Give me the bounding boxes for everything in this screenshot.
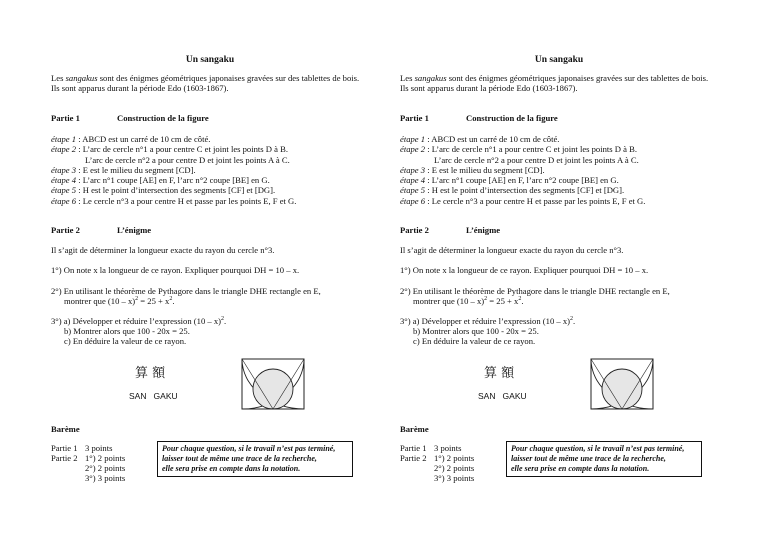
step-text: : E est le milieu du segment [CD].: [76, 164, 196, 175]
question-3a: [400, 316, 575, 326]
step-text: : ABCD est un carré de 10 cm de côté.: [425, 134, 560, 144]
step-row: [400, 165, 645, 175]
intro-italic-word: sangakus: [65, 73, 98, 83]
note-box: [157, 441, 353, 477]
note-line: elle sera prise en compte dans la notation.: [511, 464, 650, 473]
q2-part: .: [521, 296, 524, 306]
note-line: elle sera prise en compte dans la notation.: [162, 464, 301, 473]
step-row: [400, 175, 645, 185]
step-label: étape 6: [400, 195, 426, 206]
step-row: [51, 144, 296, 154]
note-line: Pour chaque question, si le travail n’est pas terminé,: [511, 444, 685, 453]
step-label: étape 6: [51, 195, 77, 206]
step-text: : H est le point d’intersection des segments [CF] et [DG].: [76, 185, 276, 196]
grading-row: [51, 463, 125, 473]
question-3c: c) En déduire la valeur de ce rayon.: [64, 336, 187, 346]
part1-heading: Construction de la figure: [466, 113, 558, 123]
enigma-intro: Il s’agit de déterminer la longueur exacte du rayon du cercle n°3.: [51, 245, 275, 255]
step-text: : L’arc n°1 coupe [AE] en F, l’arc n°2 coupe [BE] en G.: [425, 175, 619, 186]
step-text: : H est le point d’intersection des segments [CF] et [DG].: [425, 185, 625, 196]
intro-italic-word: sangakus: [414, 73, 447, 83]
intro-rest: sont des énigmes géométriques japonaises gravées sur des tablettes de bois. Ils sont apparus durant la période Edo (1603-1867).: [51, 73, 360, 94]
step-label: étape 3: [400, 164, 426, 175]
intro-paragraph: [400, 73, 718, 94]
sangaku-romaji: SAN GAKU: [129, 391, 178, 401]
sangaku-romaji: SAN GAKU: [478, 391, 527, 401]
q2-sup: 2: [135, 296, 139, 303]
worksheet-right: [400, 0, 730, 543]
intro-rest: sont des énigmes géométriques japonaises gravées sur des tablettes de bois. Ils sont apparus durant la période Edo (1603-1867).: [400, 73, 709, 94]
question-2-line2: [413, 296, 523, 306]
q3a-sup: 2: [570, 316, 573, 323]
step-row: [51, 175, 296, 185]
construction-steps: [51, 134, 296, 206]
step-label: étape 4: [400, 175, 426, 186]
q2-sup: 2: [169, 296, 173, 303]
note-box: [506, 441, 702, 477]
step-text: : L’arc n°1 coupe [AE] en F, l’arc n°2 coupe [BE] en G.: [76, 175, 270, 186]
step-label: étape 5: [400, 185, 426, 196]
step-row: [51, 134, 296, 144]
step-row: [400, 134, 645, 144]
step-label: étape 5: [51, 185, 77, 196]
step-text: : ABCD est un carré de 10 cm de côté.: [76, 134, 211, 144]
step-row: [51, 196, 296, 206]
grading-row: [400, 473, 474, 483]
grading-item: 1°) 2 points: [434, 453, 475, 463]
bareme-heading: Barème: [51, 424, 80, 434]
q2-part: montrer que (10 – x): [64, 296, 136, 306]
step-text: : L’arc de cercle n°1 a pour centre C et joint les points D à B.: [76, 144, 288, 155]
step-row: [51, 155, 296, 165]
grading-item: 3 points: [85, 443, 113, 453]
enigma-intro: Il s’agit de déterminer la longueur exacte du rayon du cercle n°3.: [400, 245, 624, 255]
grading-row: [51, 443, 125, 453]
q3a-sup: 2: [221, 316, 224, 323]
q2-part: = 25 + x: [138, 296, 170, 306]
part2-label: Partie 2: [51, 225, 80, 235]
sangaku-figure: [590, 358, 654, 410]
part2-heading: L’énigme: [117, 225, 152, 235]
step-label: étape 4: [51, 175, 77, 186]
sangaku-kanji: 算 額: [484, 366, 515, 381]
grading-part: Partie 1: [400, 443, 427, 453]
grading-part: Partie 2: [51, 453, 78, 463]
worksheet-left: [51, 0, 381, 543]
q2-part: .: [172, 296, 175, 306]
grading-part: Partie 1: [51, 443, 78, 453]
step-text: : Le cercle n°3 a pour centre H et passe par les points E, F et G.: [76, 195, 297, 206]
step-row: [51, 185, 296, 195]
step-text: L’arc de cercle n°2 a pour centre D et joint les points A à C.: [85, 154, 290, 165]
question-3b: b) Montrer alors que 100 - 20x = 25.: [413, 326, 539, 336]
intro-prefix: Les: [400, 73, 415, 83]
q2-sup: 2: [484, 296, 488, 303]
question-2-line1: 2°) En utilisant le théorème de Pythagore dans le triangle DHE rectangle en E,: [400, 286, 670, 296]
question-3b: b) Montrer alors que 100 - 20x = 25.: [64, 326, 190, 336]
grading-item: 1°) 2 points: [85, 453, 126, 463]
step-label: étape 2: [400, 144, 426, 155]
q3a-part: .: [224, 316, 227, 326]
intro-paragraph: [51, 73, 369, 94]
step-row: [51, 165, 296, 175]
grading-row: [51, 453, 125, 463]
sangaku-kanji: 算 額: [135, 366, 166, 381]
question-2-line2: [64, 296, 174, 306]
grading-item: 2°) 2 points: [434, 463, 475, 473]
question-3a: [51, 316, 226, 326]
part1-heading: Construction de la figure: [117, 113, 209, 123]
grading-item: 3 points: [434, 443, 462, 453]
step-text: : Le cercle n°3 a pour centre H et passe par les points E, F et G.: [425, 195, 646, 206]
q2-part: montrer que (10 – x): [413, 296, 485, 306]
worksheet-title: Un sangaku: [185, 55, 235, 65]
grading-row: [51, 473, 125, 483]
grading-part: Partie 2: [400, 453, 427, 463]
grading-item: 3°) 3 points: [85, 473, 126, 483]
step-row: [400, 155, 645, 165]
bareme-heading: Barème: [400, 424, 429, 434]
grading-item: 2°) 2 points: [85, 463, 126, 473]
grading-table: [51, 443, 125, 483]
step-label: étape 1: [51, 134, 77, 144]
grading-row: [400, 443, 474, 453]
construction-steps: [400, 134, 645, 206]
step-text: : L’arc de cercle n°1 a pour centre C et joint les points D à B.: [425, 144, 637, 155]
grading-row: [400, 463, 474, 473]
step-row: [400, 196, 645, 206]
step-label: étape 1: [400, 134, 426, 144]
note-line: Pour chaque question, si le travail n’est pas terminé,: [162, 444, 336, 453]
worksheet-title: Un sangaku: [534, 55, 584, 65]
sangaku-figure: [241, 358, 305, 410]
question-3c: c) En déduire la valeur de ce rayon.: [413, 336, 536, 346]
q2-sup: 2: [518, 296, 522, 303]
grading-row: [400, 453, 474, 463]
step-row: [400, 144, 645, 154]
note-line: laisser tout de même une trace de la recherche,: [162, 454, 317, 463]
grading-item: 3°) 3 points: [434, 473, 475, 483]
part2-label: Partie 2: [400, 225, 429, 235]
step-text: L’arc de cercle n°2 a pour centre D et joint les points A à C.: [434, 154, 639, 165]
step-row: [400, 185, 645, 195]
q3a-part: .: [573, 316, 576, 326]
part1-label: Partie 1: [400, 113, 429, 123]
step-label: étape 2: [51, 144, 77, 155]
intro-prefix: Les: [51, 73, 66, 83]
note-line: laisser tout de même une trace de la recherche,: [511, 454, 666, 463]
question-1: 1°) On note x la longueur de ce rayon. Expliquer pourquoi DH = 10 – x.: [51, 265, 300, 275]
step-label: étape 3: [51, 164, 77, 175]
question-1: 1°) On note x la longueur de ce rayon. Expliquer pourquoi DH = 10 – x.: [400, 265, 649, 275]
question-2-line1: 2°) En utilisant le théorème de Pythagore dans le triangle DHE rectangle en E,: [51, 286, 321, 296]
q3a-part: 3°) a) Développer et réduire l’expression (10 – x): [400, 316, 570, 326]
q2-part: = 25 + x: [487, 296, 519, 306]
part2-heading: L’énigme: [466, 225, 501, 235]
part1-label: Partie 1: [51, 113, 80, 123]
grading-table: [400, 443, 474, 483]
q3a-part: 3°) a) Développer et réduire l’expression (10 – x): [51, 316, 221, 326]
step-text: : E est le milieu du segment [CD].: [425, 164, 545, 175]
